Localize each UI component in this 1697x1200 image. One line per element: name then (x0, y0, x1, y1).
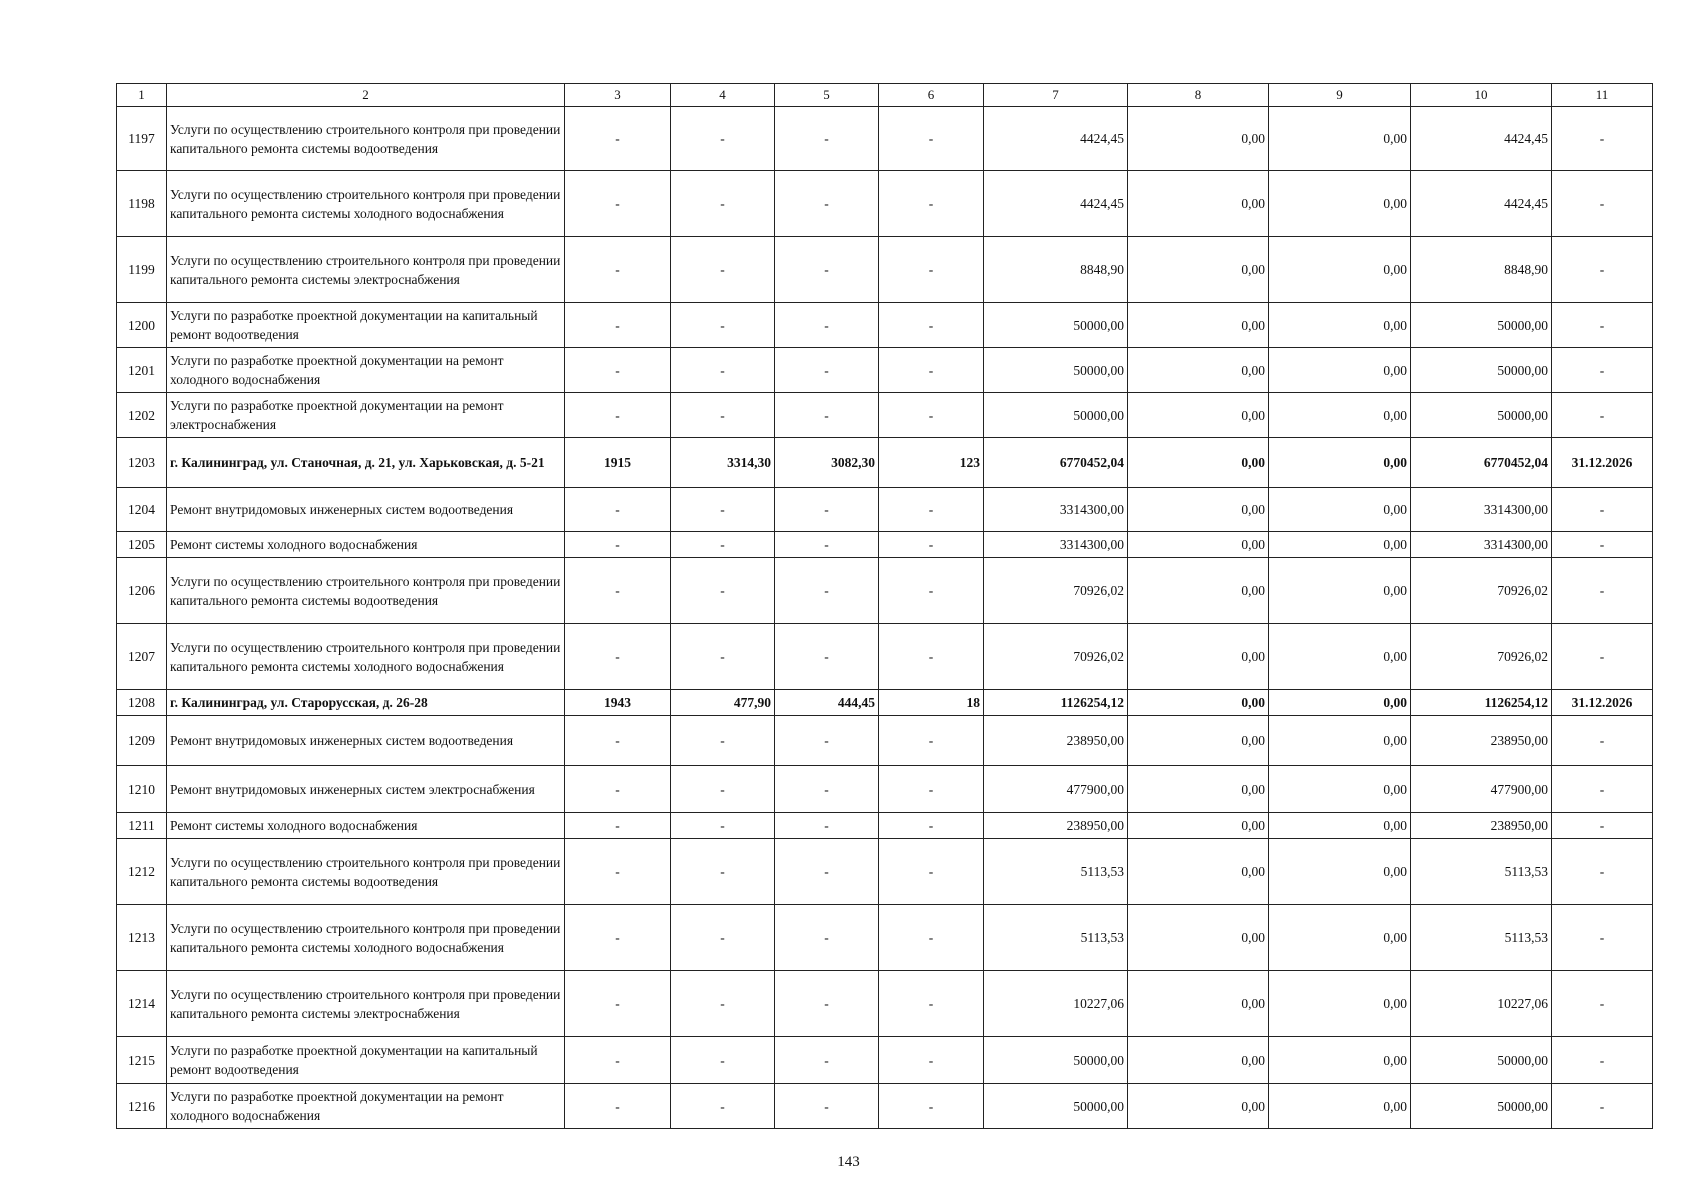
col-8-cell: 0,00 (1128, 766, 1269, 813)
col-3-cell: - (565, 303, 671, 348)
description-cell: Услуги по осуществлению строительного контроля при проведении капитального ремонта системы холодного водоснабжения (167, 624, 565, 690)
col-9-cell: 0,00 (1269, 558, 1411, 624)
col-5-cell: - (775, 107, 879, 171)
col-10-cell: 238950,00 (1411, 716, 1552, 766)
table-row (117, 971, 1653, 1037)
col-10-cell: 70926,02 (1411, 558, 1552, 624)
col-8-cell: 0,00 (1128, 1084, 1269, 1129)
col-9-cell: 0,00 (1269, 488, 1411, 532)
table-row (117, 488, 1653, 532)
col-7-cell: 5113,53 (984, 839, 1128, 905)
col-4-cell: - (671, 839, 775, 905)
col-8-cell: 0,00 (1128, 971, 1269, 1037)
col-8-cell: 0,00 (1128, 558, 1269, 624)
col-10-cell: 6770452,04 (1411, 438, 1552, 488)
col-10-cell: 70926,02 (1411, 624, 1552, 690)
col-3-cell: - (565, 107, 671, 171)
col-6-cell: - (879, 171, 984, 237)
description-cell: Услуги по осуществлению строительного контроля при проведении капитального ремонта системы водоотведения (167, 558, 565, 624)
col-11-cell: - (1552, 1037, 1653, 1084)
col-5-cell: - (775, 971, 879, 1037)
col-10-cell: 5113,53 (1411, 905, 1552, 971)
col-4-cell: - (671, 171, 775, 237)
col-11-cell: - (1552, 107, 1653, 171)
col-8-cell: 0,00 (1128, 393, 1269, 438)
col-11-cell: - (1552, 393, 1653, 438)
col-5-cell: 3082,30 (775, 438, 879, 488)
description-cell: Услуги по разработке проектной документации на ремонт холодного водоснабжения (167, 348, 565, 393)
col-3-cell: - (565, 532, 671, 558)
col-8-cell: 0,00 (1128, 348, 1269, 393)
col-9-cell: 0,00 (1269, 690, 1411, 716)
description-cell: Услуги по осуществлению строительного контроля при проведении капитального ремонта системы электроснабжения (167, 971, 565, 1037)
row-number-cell: 1211 (117, 813, 167, 839)
col-7-cell: 4424,45 (984, 171, 1128, 237)
table-row (117, 905, 1653, 971)
col-6-cell: - (879, 393, 984, 438)
col-3-cell: - (565, 1084, 671, 1129)
col-10-cell: 4424,45 (1411, 107, 1552, 171)
col-5-cell: - (775, 813, 879, 839)
col-11-cell: - (1552, 716, 1653, 766)
col-7-cell: 70926,02 (984, 624, 1128, 690)
col-11-cell: - (1552, 532, 1653, 558)
table-row (117, 690, 1653, 716)
col-6-cell: - (879, 766, 984, 813)
description-cell: г. Калининград, ул. Старорусская, д. 26-28 (167, 690, 565, 716)
col-7-cell: 70926,02 (984, 558, 1128, 624)
col-7-cell: 3314300,00 (984, 532, 1128, 558)
header-cell: 5 (775, 84, 879, 107)
col-9-cell: 0,00 (1269, 107, 1411, 171)
col-3-cell: 1943 (565, 690, 671, 716)
col-6-cell: - (879, 558, 984, 624)
col-11-cell: - (1552, 766, 1653, 813)
row-number-cell: 1214 (117, 971, 167, 1037)
col-3-cell: - (565, 393, 671, 438)
row-number-cell: 1208 (117, 690, 167, 716)
col-4-cell: - (671, 303, 775, 348)
col-11-cell: 31.12.2026 (1552, 438, 1653, 488)
header-cell: 8 (1128, 84, 1269, 107)
col-4-cell: - (671, 766, 775, 813)
col-9-cell: 0,00 (1269, 716, 1411, 766)
description-cell: Ремонт системы холодного водоснабжения (167, 813, 565, 839)
table-row (117, 624, 1653, 690)
row-number-cell: 1213 (117, 905, 167, 971)
col-6-cell: - (879, 971, 984, 1037)
table-row (117, 393, 1653, 438)
col-7-cell: 50000,00 (984, 348, 1128, 393)
table-row (117, 237, 1653, 303)
row-number-cell: 1199 (117, 237, 167, 303)
col-5-cell: - (775, 348, 879, 393)
description-cell: Ремонт внутридомовых инженерных систем водоотведения (167, 488, 565, 532)
col-6-cell: - (879, 1084, 984, 1129)
col-10-cell: 10227,06 (1411, 971, 1552, 1037)
col-5-cell: - (775, 488, 879, 532)
col-10-cell: 4424,45 (1411, 171, 1552, 237)
col-6-cell: - (879, 532, 984, 558)
col-11-cell: - (1552, 813, 1653, 839)
col-3-cell: - (565, 716, 671, 766)
col-6-cell: - (879, 348, 984, 393)
col-6-cell: 18 (879, 690, 984, 716)
description-cell: Услуги по осуществлению строительного контроля при проведении капитального ремонта системы водоотведения (167, 839, 565, 905)
col-3-cell: - (565, 488, 671, 532)
header-cell: 4 (671, 84, 775, 107)
col-9-cell: 0,00 (1269, 438, 1411, 488)
col-4-cell: - (671, 348, 775, 393)
row-number-cell: 1205 (117, 532, 167, 558)
col-3-cell: - (565, 1037, 671, 1084)
page-number: 143 (837, 1154, 860, 1170)
col-10-cell: 3314300,00 (1411, 532, 1552, 558)
col-10-cell: 477900,00 (1411, 766, 1552, 813)
row-number-cell: 1204 (117, 488, 167, 532)
col-10-cell: 50000,00 (1411, 1084, 1552, 1129)
description-cell: Услуги по осуществлению строительного контроля при проведении капитального ремонта системы холодного водоснабжения (167, 905, 565, 971)
col-5-cell: - (775, 839, 879, 905)
col-4-cell: 3314,30 (671, 438, 775, 488)
col-6-cell: - (879, 1037, 984, 1084)
col-10-cell: 5113,53 (1411, 839, 1552, 905)
col-5-cell: - (775, 393, 879, 438)
col-11-cell: - (1552, 971, 1653, 1037)
col-4-cell: 477,90 (671, 690, 775, 716)
table-row (117, 766, 1653, 813)
col-5-cell: - (775, 1084, 879, 1129)
col-5-cell: - (775, 766, 879, 813)
col-7-cell: 4424,45 (984, 107, 1128, 171)
table-row (117, 839, 1653, 905)
col-4-cell: - (671, 624, 775, 690)
col-6-cell: - (879, 488, 984, 532)
col-10-cell: 50000,00 (1411, 348, 1552, 393)
table-row (117, 107, 1653, 171)
header-cell: 3 (565, 84, 671, 107)
row-number-cell: 1207 (117, 624, 167, 690)
description-cell: Услуги по разработке проектной документации на ремонт холодного водоснабжения (167, 1084, 565, 1129)
row-number-cell: 1200 (117, 303, 167, 348)
col-4-cell: - (671, 1084, 775, 1129)
col-5-cell: - (775, 532, 879, 558)
col-4-cell: - (671, 716, 775, 766)
col-9-cell: 0,00 (1269, 766, 1411, 813)
col-5-cell: 444,45 (775, 690, 879, 716)
col-11-cell: - (1552, 839, 1653, 905)
col-9-cell: 0,00 (1269, 1084, 1411, 1129)
col-8-cell: 0,00 (1128, 839, 1269, 905)
description-cell: Услуги по осуществлению строительного контроля при проведении капитального ремонта системы водоотведения (167, 107, 565, 171)
col-7-cell: 3314300,00 (984, 488, 1128, 532)
col-8-cell: 0,00 (1128, 237, 1269, 303)
col-9-cell: 0,00 (1269, 532, 1411, 558)
col-3-cell: - (565, 839, 671, 905)
table-body (117, 107, 1653, 1129)
row-number-cell: 1201 (117, 348, 167, 393)
description-cell: Ремонт внутридомовых инженерных систем электроснабжения (167, 766, 565, 813)
description-cell: Услуги по осуществлению строительного контроля при проведении капитального ремонта системы электроснабжения (167, 237, 565, 303)
header-cell: 2 (167, 84, 565, 107)
col-8-cell: 0,00 (1128, 716, 1269, 766)
row-number-cell: 1203 (117, 438, 167, 488)
col-11-cell: 31.12.2026 (1552, 690, 1653, 716)
row-number-cell: 1209 (117, 716, 167, 766)
col-6-cell: - (879, 716, 984, 766)
col-7-cell: 238950,00 (984, 813, 1128, 839)
row-number-cell: 1215 (117, 1037, 167, 1084)
header-cell: 10 (1411, 84, 1552, 107)
row-number-cell: 1202 (117, 393, 167, 438)
col-3-cell: - (565, 971, 671, 1037)
capital-repair-table (116, 83, 1653, 1129)
description-cell: г. Калининград, ул. Станочная, д. 21, ул. Харьковская, д. 5-21 (167, 438, 565, 488)
header-cell: 9 (1269, 84, 1411, 107)
col-9-cell: 0,00 (1269, 905, 1411, 971)
row-number-cell: 1210 (117, 766, 167, 813)
col-7-cell: 50000,00 (984, 1037, 1128, 1084)
table-row (117, 171, 1653, 237)
col-7-cell: 50000,00 (984, 393, 1128, 438)
col-5-cell: - (775, 905, 879, 971)
col-6-cell: - (879, 237, 984, 303)
table-row (117, 716, 1653, 766)
table-row (117, 558, 1653, 624)
description-cell: Услуги по разработке проектной документации на капитальный ремонт водоотведения (167, 1037, 565, 1084)
table-row (117, 1084, 1653, 1129)
col-10-cell: 50000,00 (1411, 393, 1552, 438)
col-3-cell: - (565, 905, 671, 971)
col-4-cell: - (671, 107, 775, 171)
col-10-cell: 1126254,12 (1411, 690, 1552, 716)
col-6-cell: - (879, 813, 984, 839)
table-row (117, 813, 1653, 839)
col-3-cell: - (565, 171, 671, 237)
col-8-cell: 0,00 (1128, 905, 1269, 971)
col-5-cell: - (775, 1037, 879, 1084)
header-cell: 7 (984, 84, 1128, 107)
row-number-cell: 1198 (117, 171, 167, 237)
col-8-cell: 0,00 (1128, 1037, 1269, 1084)
col-8-cell: 0,00 (1128, 690, 1269, 716)
description-cell: Услуги по осуществлению строительного контроля при проведении капитального ремонта системы холодного водоснабжения (167, 171, 565, 237)
col-8-cell: 0,00 (1128, 532, 1269, 558)
col-4-cell: - (671, 558, 775, 624)
col-10-cell: 3314300,00 (1411, 488, 1552, 532)
table-row (117, 303, 1653, 348)
col-9-cell: 0,00 (1269, 171, 1411, 237)
col-7-cell: 50000,00 (984, 303, 1128, 348)
col-5-cell: - (775, 171, 879, 237)
col-4-cell: - (671, 393, 775, 438)
col-4-cell: - (671, 971, 775, 1037)
col-9-cell: 0,00 (1269, 813, 1411, 839)
header-cell: 6 (879, 84, 984, 107)
col-3-cell: - (565, 624, 671, 690)
col-7-cell: 10227,06 (984, 971, 1128, 1037)
col-8-cell: 0,00 (1128, 488, 1269, 532)
col-8-cell: 0,00 (1128, 438, 1269, 488)
description-cell: Услуги по разработке проектной документации на капитальный ремонт водоотведения (167, 303, 565, 348)
col-3-cell: 1915 (565, 438, 671, 488)
col-10-cell: 8848,90 (1411, 237, 1552, 303)
row-number-cell: 1216 (117, 1084, 167, 1129)
col-3-cell: - (565, 237, 671, 303)
col-6-cell: 123 (879, 438, 984, 488)
table-row (117, 532, 1653, 558)
col-4-cell: - (671, 532, 775, 558)
col-7-cell: 5113,53 (984, 905, 1128, 971)
col-10-cell: 50000,00 (1411, 303, 1552, 348)
col-8-cell: 0,00 (1128, 303, 1269, 348)
row-number-cell: 1197 (117, 107, 167, 171)
col-7-cell: 1126254,12 (984, 690, 1128, 716)
col-8-cell: 0,00 (1128, 624, 1269, 690)
col-6-cell: - (879, 107, 984, 171)
col-9-cell: 0,00 (1269, 348, 1411, 393)
table-row (117, 348, 1653, 393)
row-number-cell: 1212 (117, 839, 167, 905)
col-6-cell: - (879, 303, 984, 348)
col-4-cell: - (671, 237, 775, 303)
col-4-cell: - (671, 813, 775, 839)
col-3-cell: - (565, 348, 671, 393)
col-8-cell: 0,00 (1128, 813, 1269, 839)
description-cell: Ремонт внутридомовых инженерных систем водоотведения (167, 716, 565, 766)
col-6-cell: - (879, 839, 984, 905)
col-11-cell: - (1552, 624, 1653, 690)
table-row (117, 1037, 1653, 1084)
col-7-cell: 8848,90 (984, 237, 1128, 303)
col-9-cell: 0,00 (1269, 237, 1411, 303)
col-3-cell: - (565, 766, 671, 813)
col-11-cell: - (1552, 171, 1653, 237)
header-cell: 1 (117, 84, 167, 107)
col-5-cell: - (775, 303, 879, 348)
col-9-cell: 0,00 (1269, 1037, 1411, 1084)
col-11-cell: - (1552, 905, 1653, 971)
col-9-cell: 0,00 (1269, 839, 1411, 905)
col-10-cell: 238950,00 (1411, 813, 1552, 839)
col-3-cell: - (565, 558, 671, 624)
col-11-cell: - (1552, 488, 1653, 532)
col-9-cell: 0,00 (1269, 624, 1411, 690)
col-7-cell: 6770452,04 (984, 438, 1128, 488)
col-4-cell: - (671, 905, 775, 971)
description-cell: Ремонт системы холодного водоснабжения (167, 532, 565, 558)
col-5-cell: - (775, 558, 879, 624)
col-4-cell: - (671, 1037, 775, 1084)
col-7-cell: 477900,00 (984, 766, 1128, 813)
col-8-cell: 0,00 (1128, 107, 1269, 171)
col-7-cell: 50000,00 (984, 1084, 1128, 1129)
col-6-cell: - (879, 905, 984, 971)
col-9-cell: 0,00 (1269, 303, 1411, 348)
col-11-cell: - (1552, 558, 1653, 624)
column-number-header-row (117, 84, 1653, 107)
col-5-cell: - (775, 237, 879, 303)
row-number-cell: 1206 (117, 558, 167, 624)
col-8-cell: 0,00 (1128, 171, 1269, 237)
col-11-cell: - (1552, 237, 1653, 303)
col-7-cell: 238950,00 (984, 716, 1128, 766)
col-9-cell: 0,00 (1269, 393, 1411, 438)
table-row (117, 438, 1653, 488)
description-cell: Услуги по разработке проектной документации на ремонт электроснабжения (167, 393, 565, 438)
col-11-cell: - (1552, 303, 1653, 348)
col-6-cell: - (879, 624, 984, 690)
col-10-cell: 50000,00 (1411, 1037, 1552, 1084)
col-4-cell: - (671, 488, 775, 532)
col-11-cell: - (1552, 1084, 1653, 1129)
col-9-cell: 0,00 (1269, 971, 1411, 1037)
header-cell: 11 (1552, 84, 1653, 107)
col-3-cell: - (565, 813, 671, 839)
col-5-cell: - (775, 624, 879, 690)
col-5-cell: - (775, 716, 879, 766)
col-11-cell: - (1552, 348, 1653, 393)
